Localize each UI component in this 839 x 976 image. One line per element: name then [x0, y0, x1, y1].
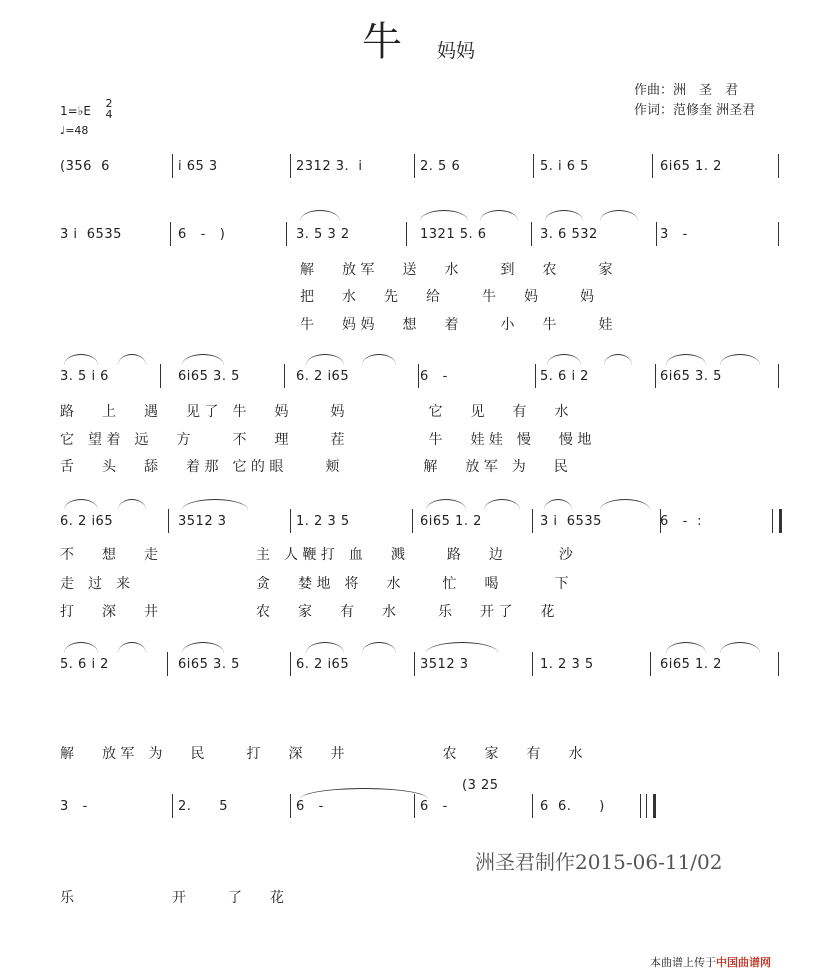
subtitle: 妈妈: [437, 40, 476, 62]
measure: 2. 5 6: [420, 159, 461, 174]
slur: [720, 354, 760, 365]
key-signature: 1=♭E: [60, 104, 91, 118]
barline: [290, 652, 291, 676]
slur: [666, 642, 706, 653]
slur: [182, 642, 224, 653]
barline: [172, 154, 173, 178]
barline: [286, 222, 287, 246]
barline: [650, 652, 651, 676]
measure: 6 - ): [178, 227, 226, 242]
measure: 6i65 3. 5: [660, 369, 722, 384]
composer-credit: 作曲：洲 圣 君: [634, 83, 739, 98]
measure: 6. 2 i65: [296, 369, 350, 384]
barline: [414, 652, 415, 676]
footer-brand[interactable]: 中国曲谱网: [716, 956, 771, 969]
barline: [418, 364, 419, 388]
lyric-line: 乐 开 了 花: [60, 890, 284, 906]
measure: 6. 2 i65: [60, 514, 114, 529]
watermark: 洲圣君制作2015-06-11/02: [475, 850, 723, 874]
slur: [300, 210, 340, 221]
lyric-line: 牛 妈 妈 想 着 小 牛 娃: [300, 317, 613, 333]
barline: [167, 652, 168, 676]
measure: 1. 2 3 5: [540, 657, 594, 672]
measure: 6 -: [420, 799, 448, 814]
barline: [532, 652, 533, 676]
slur: [118, 499, 146, 510]
barline: [778, 154, 779, 178]
lyric-line: 解 放 军 送 水 到 农 家: [300, 262, 613, 278]
barline: [406, 222, 407, 246]
pickup-notes: (3 25: [462, 778, 499, 793]
slur: [306, 354, 344, 365]
measure: 6 -: [296, 799, 324, 814]
time-signature-bottom: 4: [105, 108, 113, 121]
title: 牛: [362, 19, 402, 65]
barline: [172, 794, 173, 818]
slur: [484, 499, 520, 510]
measure: 6i65 1. 2: [420, 514, 482, 529]
slur: [362, 354, 396, 365]
final-barline: [646, 794, 656, 818]
barline: [778, 652, 779, 676]
barline: [412, 509, 413, 533]
measure: 3512 3: [420, 657, 469, 672]
barline: [531, 222, 532, 246]
lyric-line: 把 水 先 给 牛 妈 妈: [300, 289, 594, 305]
barline: [290, 794, 291, 818]
measure: 3 i 6535: [60, 227, 122, 242]
barline: [290, 154, 291, 178]
measure: 1321 5. 6: [420, 227, 487, 242]
slur: [604, 354, 632, 365]
lyric-line: 不 想 走 主 人 鞭 打 血 溅 路 边 沙: [60, 547, 573, 563]
slur: [64, 642, 98, 653]
barline: [532, 509, 533, 533]
measure: (356 6: [60, 159, 110, 174]
measure: 3512 3: [178, 514, 227, 529]
barline: [414, 154, 415, 178]
measure: 6i65 3. 5: [178, 657, 240, 672]
barline: [778, 222, 779, 246]
lyric-line: 走 过 来 贪 婪 地 将 水 忙 喝 下: [60, 576, 569, 592]
lyric-line: 打 深 井 农 家 有 水 乐 开 了 花: [60, 604, 555, 620]
slur: [547, 354, 581, 365]
barline: [284, 364, 285, 388]
measure: 5. i 6 5: [540, 159, 589, 174]
measure: 3 -: [660, 227, 688, 242]
barline: [533, 154, 534, 178]
lyric-line: 路 上 遇 见 了 牛 妈 妈 它 见 有 水: [60, 404, 569, 420]
measure: 1. 2 3 5: [296, 514, 350, 529]
barline: [660, 509, 661, 533]
measure: 6 6. ): [540, 799, 605, 814]
slur: [426, 642, 498, 653]
measure: 6i65 1. 2: [660, 657, 722, 672]
slur: [118, 354, 146, 365]
measure: 3 -: [60, 799, 88, 814]
slur: [600, 210, 638, 221]
measure: 3. 5 3 2: [296, 227, 350, 242]
barline: [655, 364, 656, 388]
measure: 3. 5 i 6: [60, 369, 109, 384]
slur: [600, 499, 650, 510]
measure: 6i65 3. 5: [178, 369, 240, 384]
measure: 6 - :: [660, 514, 703, 529]
measure: 6 -: [420, 369, 448, 384]
slur: [362, 642, 396, 653]
measure: i 65 3: [178, 159, 218, 174]
slur: [720, 642, 760, 653]
footer[interactable]: [650, 954, 771, 970]
barline: [640, 794, 641, 818]
barline: [160, 364, 161, 388]
time-signature-top: 2: [105, 97, 113, 110]
barline: [652, 154, 653, 178]
slur: [306, 642, 344, 653]
slur: [426, 499, 466, 510]
barline: [532, 794, 533, 818]
slur: [182, 499, 248, 510]
barline: [170, 222, 171, 246]
measure: 5. 6 i 2: [540, 369, 589, 384]
barline: [535, 364, 536, 388]
footer-text: 本曲谱上传于: [650, 956, 716, 969]
barline: [168, 509, 169, 533]
barline: [290, 509, 291, 533]
lyricist-credit: 作词：范修奎 洲圣君: [634, 103, 756, 118]
measure: 2312 3. i: [296, 159, 363, 174]
barline: [656, 222, 657, 246]
slur: [666, 354, 706, 365]
slur: [544, 499, 572, 510]
measure: 2. 5: [178, 799, 228, 814]
measure: 5. 6 i 2: [60, 657, 109, 672]
time-signature: [104, 98, 114, 120]
slur: [420, 210, 468, 221]
lyric-line: 它 望 着 远 方 不 理 茬 牛 娃 娃 慢 慢 地: [60, 432, 592, 448]
slur: [182, 354, 224, 365]
measure: 6i65 1. 2: [660, 159, 722, 174]
slur: [300, 788, 428, 799]
measure: 3. 6 532: [540, 227, 598, 242]
slur: [545, 210, 583, 221]
slur: [118, 642, 146, 653]
repeat-barline: [772, 509, 782, 533]
slur: [64, 499, 98, 510]
measure: 6. 2 i65: [296, 657, 350, 672]
barline: [778, 364, 779, 388]
slur: [64, 354, 98, 365]
slur: [480, 210, 518, 221]
lyric-line: 舌 头 舔 着 那 它 的 眼 颊 解 放 军 为 民: [60, 459, 568, 475]
lyric-line: 解 放 军 为 民 打 深 井 农 家 有 水: [60, 746, 583, 762]
tempo-marking: ♩=48: [60, 124, 89, 137]
measure: 3 i 6535: [540, 514, 602, 529]
